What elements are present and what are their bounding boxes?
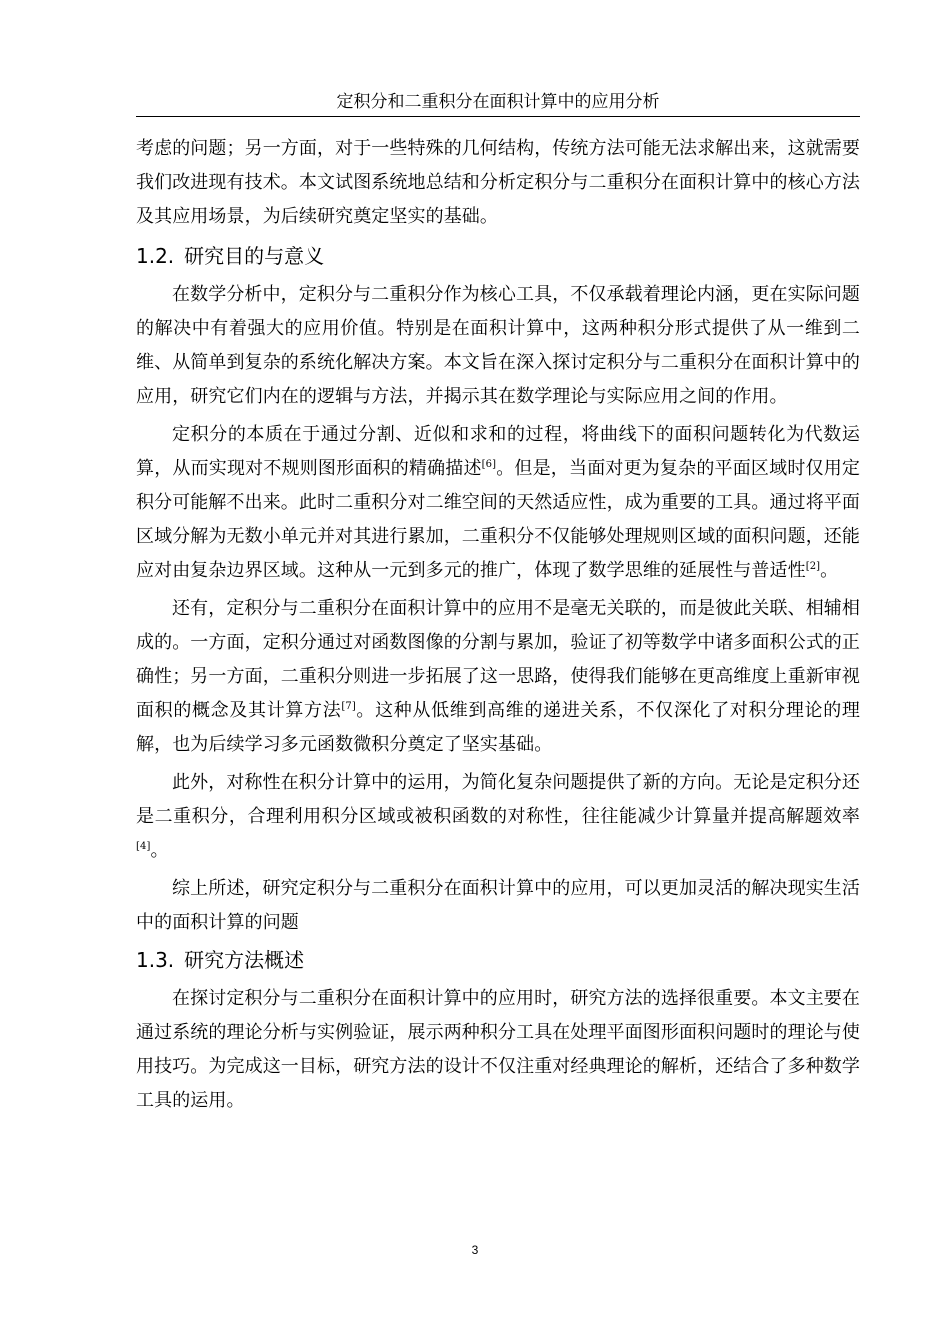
section-title: 研究方法概述 [184, 948, 305, 972]
section-number: 1.3. [136, 948, 175, 972]
citation: [4] [136, 841, 151, 852]
running-header: 定积分和二重积分在面积计算中的应用分析 [136, 88, 860, 117]
paragraph-purpose-1: 在数学分析中，定积分与二重积分作为核心工具，不仅承载着理论内涵，更在实际问题的解决中有着强大的应用价值。特别是在面积计算中，这两种积分形式提供了从一维到二维、从简单到复杂的系统化解决方案。本文旨在深入探讨定积分与二重积分在面积计算中的应用，研究它们内在的逻辑与方法，并揭示其在数学理论与实际应用之间的作用。 [136, 284, 860, 407]
citation: [6] [481, 459, 497, 470]
text-segment: 。 [820, 560, 839, 581]
text-segment: 。但是，当面对更为复杂的平面区域时仅用定积分可能解不出来。此时二重积分对二维空间的天然适应性，成为重要的工具。通过将平面区域分解为无数小单元并对其进行累加，二重积分不仅能够处理规则区域的面积问题，还能应对由复杂边界区域。这种从一元到多元的推广，体现了数学思维的延展性与普适性 [136, 458, 860, 581]
paragraph-purpose-2 [136, 418, 860, 588]
text-segment: 。这种从低维到高维的递进关系，不仅深化了对积分理论的理解，也为后续学习多元函数微积分奠定了坚实基础。 [136, 700, 860, 755]
section-number: 1.2. [136, 244, 175, 268]
text-segment: 。 [150, 840, 169, 861]
body-text [136, 132, 860, 1118]
paragraph-methods: 在探讨定积分与二重积分在面积计算中的应用时，研究方法的选择很重要。本文主要在通过系统的理论分析与实例验证，展示两种积分工具在处理平面图形面积问题时的理论与使用技巧。为完成这一目标，研究方法的设计不仅注重对经典理论的解析，还结合了多种数学工具的运用。 [136, 988, 860, 1111]
paragraph-intro-2: 我们改进现有技术。本文试图系统地总结和分析定积分与二重积分在面积计算中的核心方法及其应用场景，为后续研究奠定坚实的基础。 [136, 172, 860, 227]
paragraph-purpose-3 [136, 592, 860, 762]
text-segment: 定积分的本质在于通过分割、近似和求和的过程，将曲线下的面积问题转化为代数运算，从而实现对不规则图形面积的精确描述 [136, 424, 860, 479]
section-title: 研究目的与意义 [184, 244, 325, 268]
page-number: 3 [471, 1243, 479, 1257]
section-heading-1-2 [136, 238, 860, 274]
section-heading-1-3 [136, 942, 860, 978]
citation: [7] [341, 701, 356, 712]
paragraph-summary: 综上所述，研究定积分与二重积分在面积计算中的应用，可以更加灵活的解决现实生活中的面积计算的问题 [136, 878, 860, 933]
text-segment: 此外，对称性在积分计算中的运用，为简化复杂问题提供了新的方向。无论是定积分还是二重积分，合理利用积分区域或被积函数的对称性，往往能减少计算量并提高解题效率 [136, 772, 860, 827]
text-segment: 还有，定积分与二重积分在面积计算中的应用不是毫无关联的，而是彼此关联、相辅相成的。一方面，定积分通过对函数图像的分割与累加，验证了初等数学中诸多面积公式的正确性；另一方面，二重积分则进一步拓展了这一思路，使得我们能够在更高维度上重新审视面积的概念及其计算方法 [136, 598, 860, 721]
paragraph-purpose-4 [136, 766, 860, 868]
citation: [2] [805, 561, 821, 572]
paragraph-intro-1: 考虑的问题；另一方面，对于一些特殊的几何结构，传统方法可能无法求解出来，这就需要 [136, 138, 860, 159]
